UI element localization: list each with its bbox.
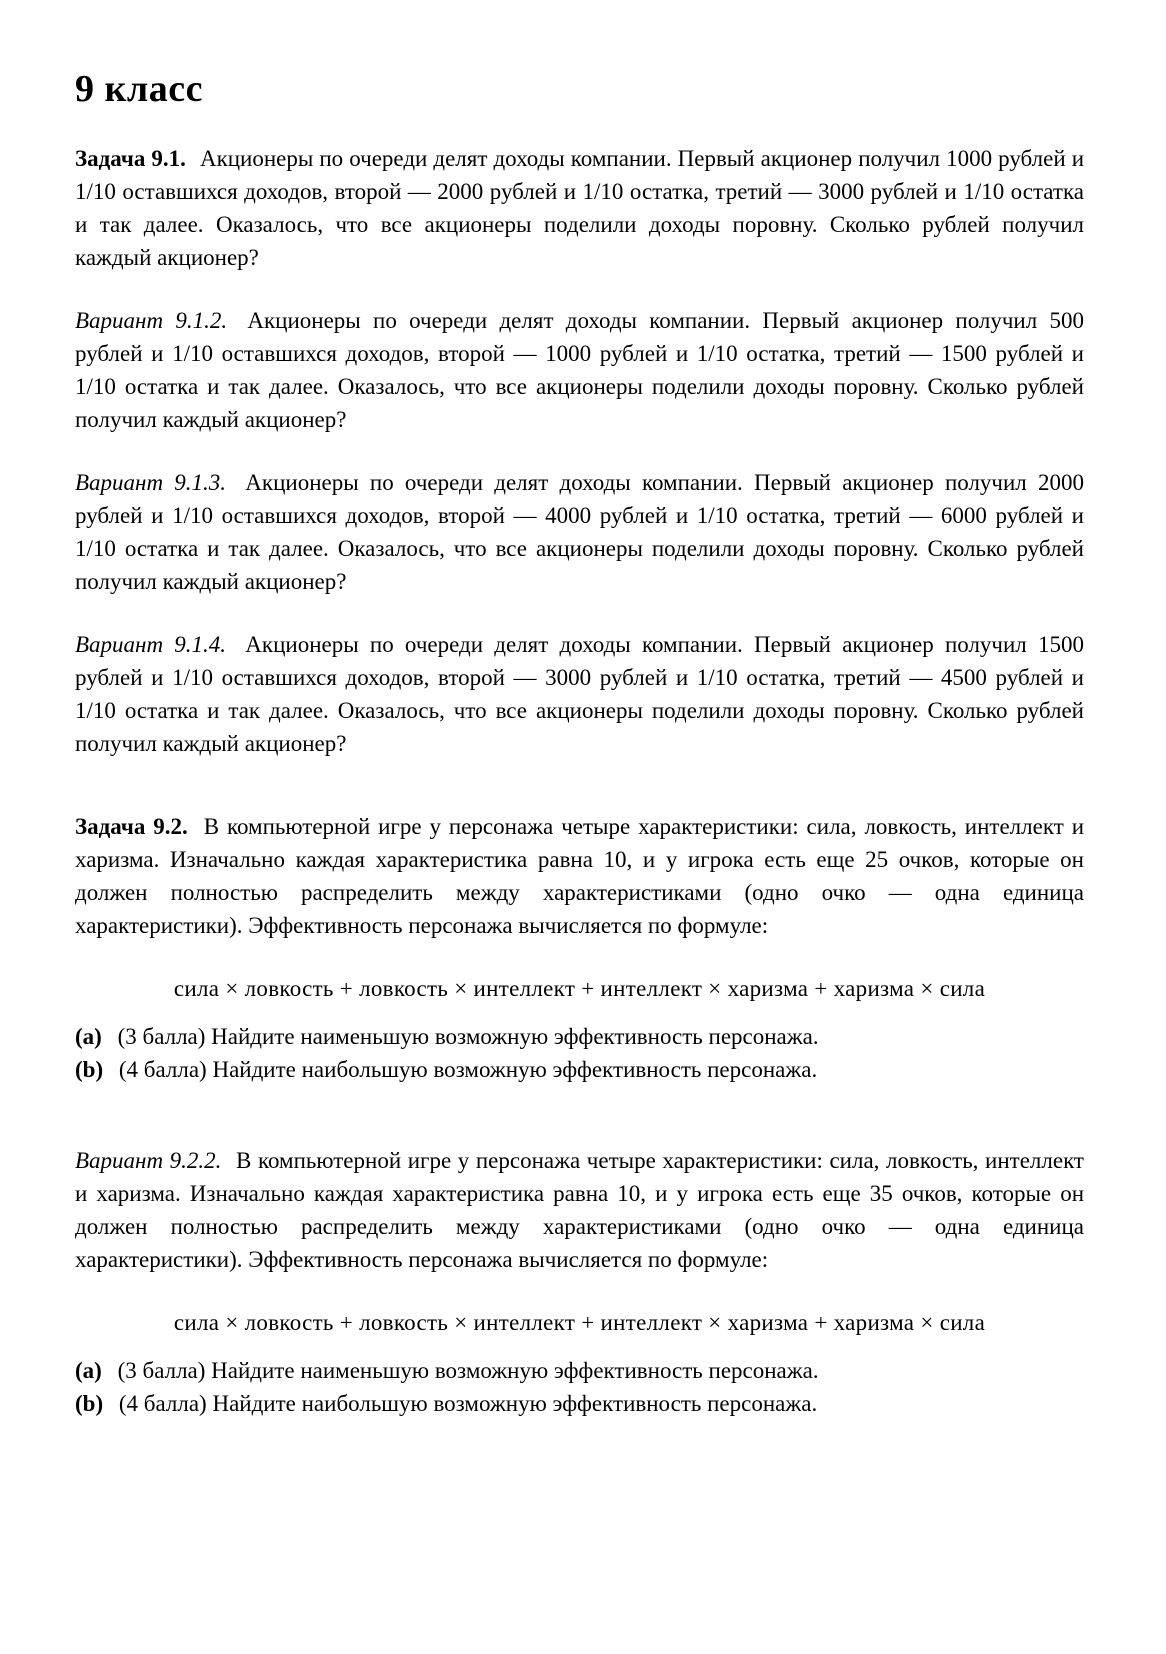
variant-9-2-2-subtasks <box>75 1354 1084 1420</box>
variant-9-1-2-text: Акционеры по очереди делят доходы компании. Первый акционер получил 500 рублей и 1/10 оставшихся доходов, второй — 1000 рублей и 1/10 остатка, третий — 1500 рублей и 1/10 остатка и так далее. Оказалось, что все акционеры поделили доходы поровну. Сколько рублей получил каждый акционер? <box>75 308 1084 432</box>
variant-9-1-4-text: Акционеры по очереди делят доходы компании. Первый акционер получил 1500 рублей и 1/10 оставшихся доходов, второй — 3000 рублей и 1/10 остатка, третий — 4500 рублей и 1/10 остатка и так далее. Оказалось, что все акционеры поделили доходы поровну. Сколько рублей получил каждый акционер? <box>75 632 1085 756</box>
subtask-b-marker: (b) <box>75 1057 104 1082</box>
variant-9-1-4-label: Вариант 9.1.4. <box>75 632 227 657</box>
variant-9-1-2-label: Вариант 9.1.2. <box>75 308 228 333</box>
page-title: 9 класс <box>75 68 203 110</box>
subtask-a-marker: (a) <box>75 1024 102 1049</box>
subtask-b-text: (4 балла) Найдите наибольшую возможную эффективность персонажа. <box>118 1391 818 1416</box>
variant-9-2-2-text: В компьютерной игре у персонажа четыре характеристики: сила, ловкость, интеллект и харизма. Изначально каждая характеристика равна 10, и у игрока есть еще 35 очков, которые он должен полностью распределить между характеристиками (одно очко — одна единица характеристики). Эффективность персонажа вычисляется по формуле: <box>75 1148 1084 1272</box>
problem-9-2-label: Задача 9.2. <box>75 814 188 839</box>
problem-9-1-text: Акционеры по очереди делят доходы компании. Первый акционер получил 1000 рублей и 1/10 оставшихся доходов, второй — 2000 рублей и 1/10 остатка, третий — 3000 рублей и 1/10 остатка и так далее. Оказалось, что все акционеры поделили доходы поровну. Сколько рублей получил каждый акционер? <box>75 146 1085 270</box>
effectiveness-formula-1: сила × ловкость + ловкость × интеллект + интеллект × харизма + харизма × сила <box>173 976 986 1001</box>
problem-9-1 <box>75 142 1084 274</box>
effectiveness-formula-2: сила × ловкость + ловкость × интеллект + интеллект × харизма + харизма × сила <box>173 1310 986 1335</box>
subtask-b-text: (4 балла) Найдите наибольшую возможную эффективность персонажа. <box>118 1057 818 1082</box>
subtask-a <box>75 1020 1084 1053</box>
variant-9-1-3-label: Вариант 9.1.3. <box>75 470 227 495</box>
subtask-b <box>75 1053 1084 1086</box>
variant-9-2-2 <box>75 1144 1084 1276</box>
subtask-b <box>75 1387 1084 1420</box>
variant-9-1-3 <box>75 466 1084 598</box>
subtask-a <box>75 1354 1084 1387</box>
subtask-a-text: (3 балла) Найдите наименьшую возможную эффективность персонажа. <box>117 1024 819 1049</box>
problem-9-2-subtasks <box>75 1020 1084 1086</box>
variant-9-1-2 <box>75 304 1084 436</box>
subtask-a-text: (3 балла) Найдите наименьшую возможную эффективность персонажа. <box>117 1358 819 1383</box>
subtask-b-marker: (b) <box>75 1391 104 1416</box>
variant-9-1-4 <box>75 628 1084 760</box>
problem-9-1-label: Задача 9.1. <box>75 146 186 171</box>
variant-9-2-2-label: Вариант 9.2.2. <box>75 1148 222 1173</box>
problem-9-2-text: В компьютерной игре у персонажа четыре характеристики: сила, ловкость, интеллект и харизма. Изначально каждая характеристика равна 10, и у игрока есть еще 25 очков, которые он должен полностью распределить между характеристиками (одно очко — одна единица характеристики). Эффективность персонажа вычисляется по формуле: <box>75 814 1084 938</box>
subtask-a-marker: (a) <box>75 1358 102 1383</box>
problem-9-2 <box>75 810 1084 942</box>
variant-9-1-3-text: Акционеры по очереди делят доходы компании. Первый акционер получил 2000 рублей и 1/10 оставшихся доходов, второй — 4000 рублей и 1/10 остатка, третий — 6000 рублей и 1/10 остатка и так далее. Оказалось, что все акционеры поделили доходы поровну. Сколько рублей получил каждый акционер? <box>75 470 1085 594</box>
